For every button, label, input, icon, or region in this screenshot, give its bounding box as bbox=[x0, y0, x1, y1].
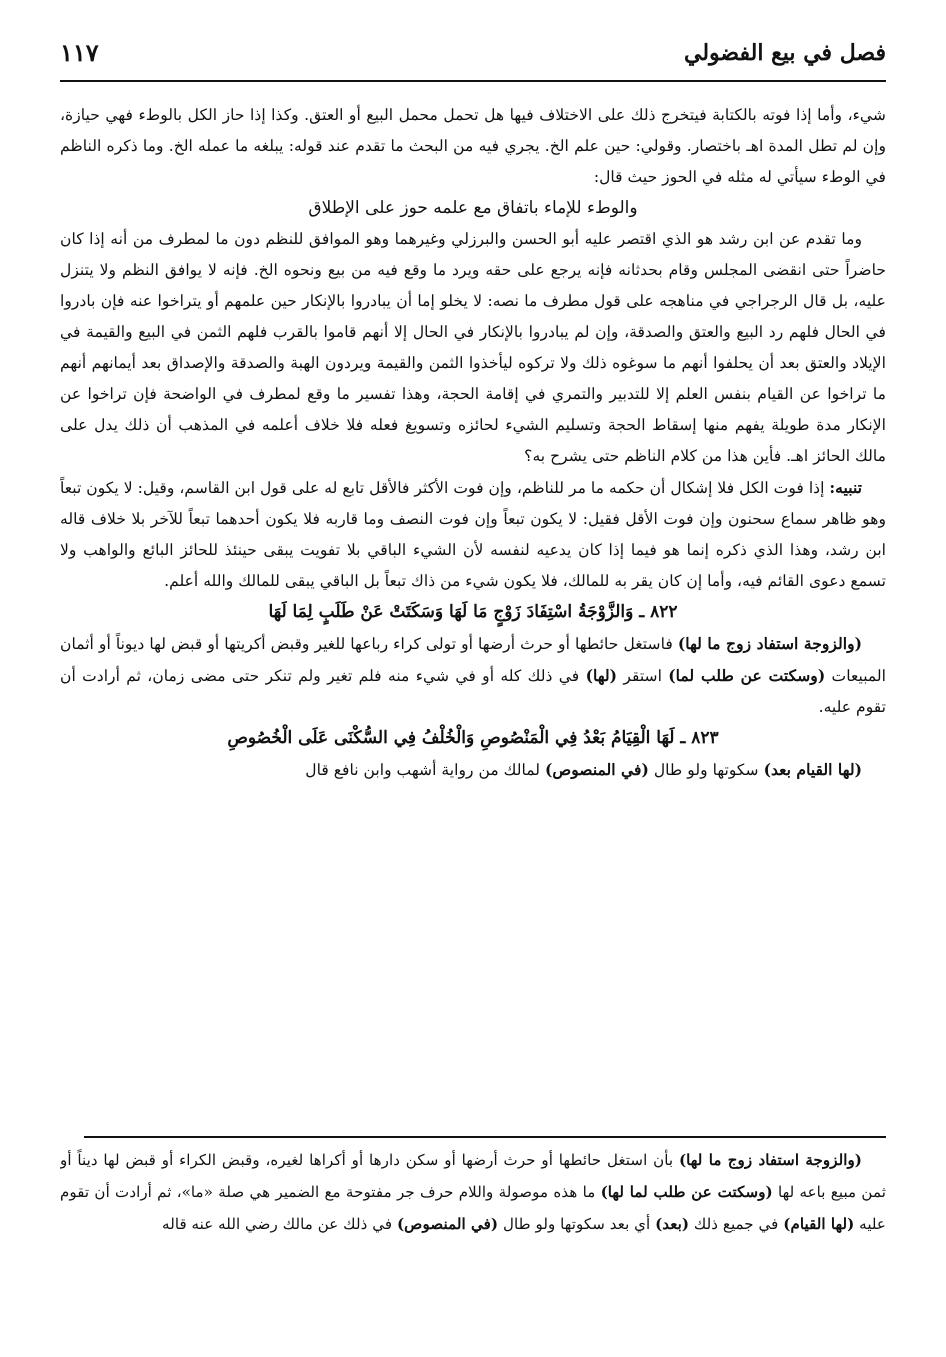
commentary-text: سكوتها ولو طال bbox=[648, 761, 764, 779]
page-number: ١١٧ bbox=[60, 38, 99, 67]
tanbih-paragraph bbox=[60, 472, 886, 597]
tanbih-text: إذا فوت الكل فلا إشكال أن حكمه ما مر للناظم، وإن فوت الأكثر فالأقل تابع له على قول ابن القاسم، وقيل: لا يكون تبعاً وهو ظاهر سماع سحنون وإن فوت الأقل فقيل: لا يكون تبعاً وإن فوت النصف وما قاربه فلا يكون أحدهما تبعاً للآخر بلا خلاف قاله ابن رشد، وهذا الذي ذكره إنما هو فيما إذا كان يدعيه لنفسه لأن الشيء الباقي بلا تفويت يبقى حينئذ للحائز البائع والواهب ولا تسمع دعوى القائم فيه، وأما إن كان يقر به للمالك، فلا يكون شيء من ذاك تبعاً بل الباقي يبقى للمالك والله أعلم. bbox=[60, 479, 886, 590]
page-header bbox=[60, 36, 886, 82]
tanbih-label: تنبيه: bbox=[829, 478, 862, 497]
commentary-822 bbox=[60, 628, 886, 723]
footnote-bold-quote: (والزوجة استفاد زوج ما لها) bbox=[678, 1151, 862, 1169]
footnote-body: في ذلك عن مالك رضي الله عنه قاله bbox=[162, 1215, 397, 1233]
commentary-text: فاستغل حائطها أو حرث أرضها أو تولى كراء رباعها للغير وقبض أكريتها أو قبض لها ديوناً أو أثمان المبيعات bbox=[60, 635, 886, 685]
bold-quote: (والزوجة استفاد زوج ما لها) bbox=[677, 634, 862, 653]
footnote-body: ما هذه موصولة واللام حرف جر مفتوحة مع الضمير هي صلة «ما»، ثم أرادت أن تقوم عليه bbox=[60, 1183, 886, 1233]
footnote-body: في جميع ذلك bbox=[689, 1215, 784, 1233]
commentary-text: استقر bbox=[617, 667, 669, 685]
quoted-verse: والوطء للإماء باتفاق مع علمه حوز على الإطلاق bbox=[308, 198, 638, 218]
footnote-paragraph bbox=[60, 1144, 886, 1240]
footnote-bold-quote: (لها القيام) bbox=[783, 1215, 855, 1233]
commentary-text: في ذلك كله أو في شيء منه فلم تغير ولم تنكر حتى مضى زمان، ثم أرادت أن تقوم عليه. bbox=[60, 667, 886, 716]
main-text bbox=[60, 100, 886, 1124]
bold-quote: (لها) bbox=[585, 666, 618, 685]
footnote-bold-quote: (بعد) bbox=[655, 1215, 690, 1233]
bold-quote: (لها القيام بعد) bbox=[763, 760, 862, 779]
verse-822: ٨٢٢ ـ وَالزَّوْجَةُ اسْتِفَادَ زَوْجٍ مَا لَهَا وَسَكَتَتْ عَنْ طَلَبٍ لِمَا لَهَا bbox=[268, 602, 678, 622]
verse-823: ٨٢٣ ـ لَهَا الْقِيَامُ بَعْدُ فِي الْمَنْصُوصِ وَالْخُلْفُ فِي السُّكْنَى عَلَى الْخُصُوصِ bbox=[227, 728, 719, 748]
commentary-text: لمالك من رواية أشهب وابن نافع قال bbox=[305, 761, 546, 779]
footnote-body: أي بعد سكوتها ولو طال bbox=[498, 1215, 656, 1233]
footnote-divider bbox=[84, 1136, 886, 1138]
footnote-bold-quote: (وسكتت عن طلب لما لها) bbox=[600, 1183, 773, 1201]
footnote-bold-quote: (في المنصوص) bbox=[396, 1215, 499, 1233]
footnote-text bbox=[60, 1144, 886, 1344]
bold-quote: (في المنصوص) bbox=[545, 760, 649, 779]
paragraph-1: شيء، وأما إذا فوته بالكتابة فيتخرج ذلك على الاختلاف فيها هل تحمل محمل البيع أو العتق. وكذا إذا حاز الكل بالوطء فهي حيازة، وإن لم تطل المدة اهـ باختصار. وقولي: حين علم الخ. يجري فيه من البحث ما تقدم عند قوله: يبلغه ما عمله الخ. وما ذكره الناظم في الوطء سيأتي له مثله في الحوز حيث قال: bbox=[60, 106, 886, 186]
running-title: فصل في بيع الفضولي bbox=[684, 40, 886, 66]
paragraph-2: وما تقدم عن ابن رشد هو الذي اقتصر عليه أبو الحسن والبرزلي وغيرهما وهو الموافق للنظم دون ما لمطرف من أنه إذا كان حاضراً حتى انقضى المجلس وقام بحدثانه فإنه يرجع على حقه ويرد ما وقع فيه من بيع ونحوه الخ. فإنه لا يوافق النظم ولا يتنزل عليه، بل قال الرجراجي في مناهجه على قول مطرف ما نصه: لا يخلو إما أن يبادروا بالإنكار حين علمهم أو يتراخوا عنه فإن بادروا في الحال فلهم رد البيع والعتق والصدقة، وإن لم يبادروا بالإنكار في الحال إلا أنهم قاموا بالقرب فلهم الثمن في البيع والقيمة في الإيلاد والعتق بعد أن يحلفوا أنهم ما سوغوه ذلك ولا تركوه ليأخذوا الثمن والقيمة ويردون الهبة والصدقة والإصداق بعد أيمانهم أنهم ما تراخوا عن القيام بنفس العلم إلا للتدبير والتمري في إقامة الحجة، وهذا تفسير ما وقع لمطرف في الواضحة فإن تراخوا عن الإنكار مدة طويلة يفهم منها إسقاط الحجة وتسليم الشيء لحائزه وتسويغ فعله فلا خلاف أعلمه في المذهب أن ذلك يدل على مالك الحائز اهـ. فأين هذا من كلام الناظم حتى يشرح به؟ bbox=[60, 230, 886, 465]
commentary-823 bbox=[60, 754, 886, 786]
footnote-body: بأن استغل حائطها أو حرث أرضها أو سكن دارها أو أكراها لغيره، وقبض الكراء أو قبض لها ديناً أو ثمن مبيع باعه لها bbox=[60, 1151, 886, 1201]
bold-quote: (وسكتت عن طلب لما) bbox=[668, 666, 826, 685]
